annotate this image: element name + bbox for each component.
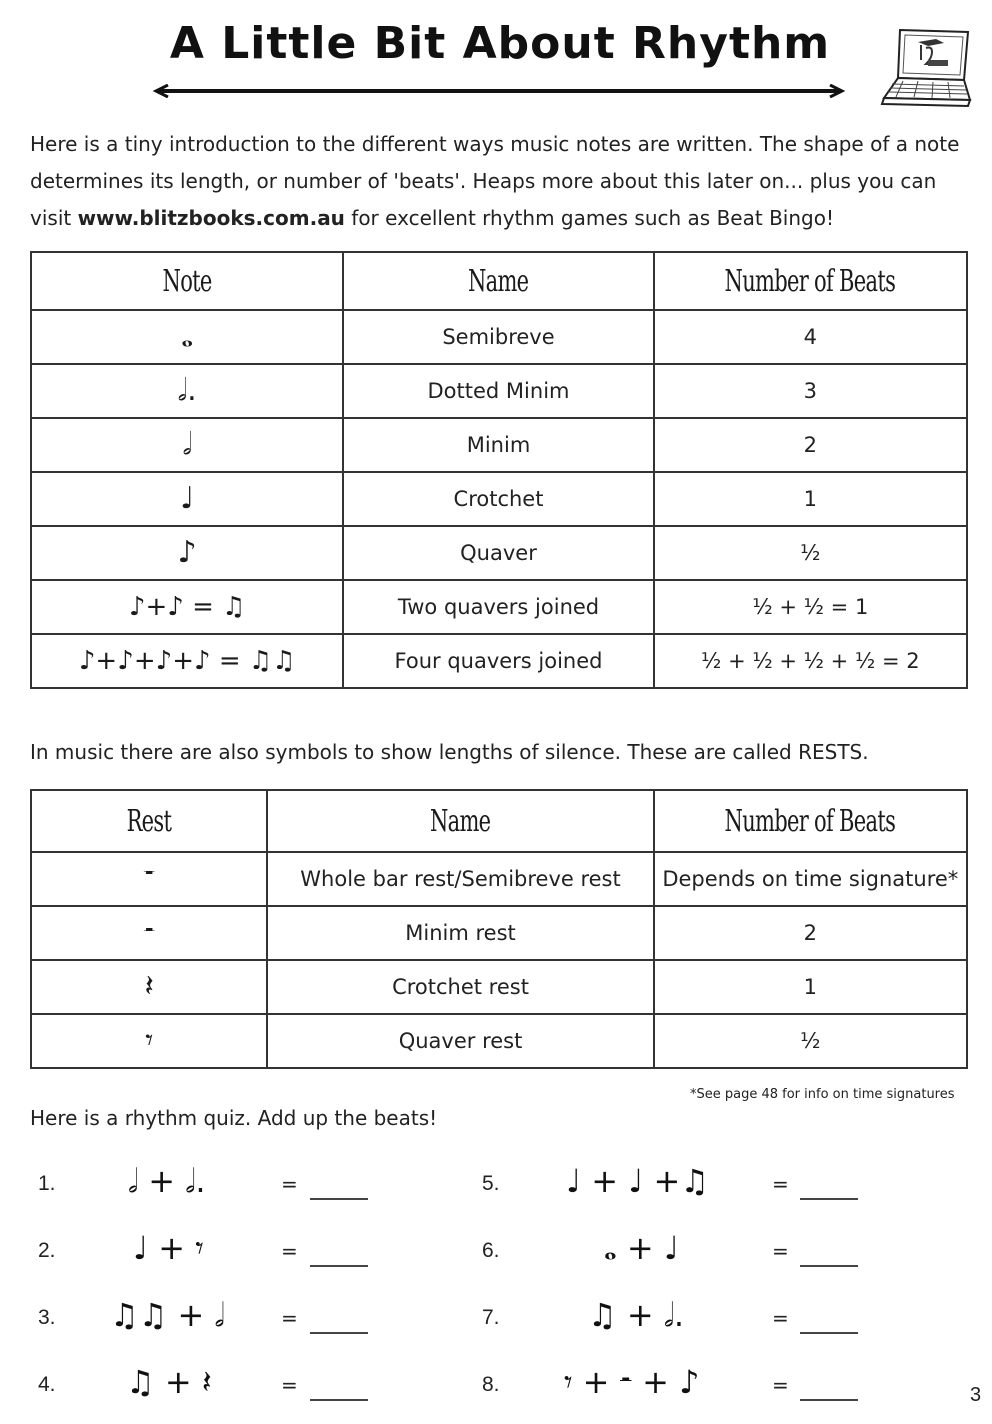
table-row (31, 906, 967, 960)
quiz-item-8 (482, 1363, 922, 1417)
rest-name: Crotchet rest (267, 960, 653, 1014)
footnote: *See page 48 for info on time signatures (690, 1087, 955, 1102)
notes-table-header (31, 252, 967, 310)
quiz-expression: 𝄾 + 𝄼 + ♪ (564, 1363, 700, 1401)
note-beats: ½ + ½ = 1 (654, 580, 967, 634)
note-beats: ½ (654, 526, 967, 580)
equals-sign: = (772, 1373, 789, 1397)
note-name: Four quavers joined (343, 634, 653, 688)
table-row (31, 472, 967, 526)
answer-blank[interactable] (800, 1198, 858, 1200)
answer-blank[interactable] (310, 1198, 368, 1200)
minim-note-icon: 𝅗𝅥 (31, 418, 343, 472)
header-beats: Number of Beats (654, 252, 967, 310)
table-row (31, 310, 967, 364)
crotchet-note-icon: ♩ (31, 472, 343, 526)
quiz-expression: ♩ + ♩ +♫ (566, 1162, 710, 1200)
minim-rest-icon: 𝄼 (31, 906, 267, 960)
rest-name: Quaver rest (267, 1014, 653, 1068)
quiz-item-3 (38, 1296, 478, 1350)
rest-name: Minim rest (267, 906, 653, 960)
quiz-number: 3. (38, 1306, 56, 1329)
note-name: Semibreve (343, 310, 653, 364)
notes-table (30, 251, 968, 689)
rest-name: Whole bar rest/Semibreve rest (267, 852, 653, 906)
quiz-number: 5. (482, 1172, 500, 1195)
rest-beats: 1 (654, 960, 967, 1014)
header-rest: Rest (31, 790, 267, 852)
answer-blank[interactable] (800, 1265, 858, 1267)
answer-blank[interactable] (800, 1332, 858, 1334)
quaver-rest-icon: 𝄾 (31, 1014, 267, 1068)
intro-text: Here is a tiny introduction to the different ways music notes are written. The shape of a note determines its length, or number of 'beats'. Heaps more about this later on... plus you can visit (30, 132, 960, 230)
note-beats: 1 (654, 472, 967, 526)
intro-paragraph (30, 126, 970, 237)
equals-sign: = (772, 1172, 789, 1196)
table-row (31, 364, 967, 418)
table-row (31, 580, 967, 634)
four-quavers-joined-icon: ♪+♪+♪+♪ = ♫♫ (31, 634, 343, 688)
quiz-expression: 𝅝 + ♩ (604, 1229, 679, 1267)
quiz-item-1 (38, 1162, 478, 1216)
rest-beats: Depends on time signature* (654, 852, 967, 906)
table-row (31, 1014, 967, 1068)
website-link[interactable]: www.blitzbooks.com.au (77, 206, 345, 230)
rests-table (30, 789, 968, 1069)
quiz-item-4 (38, 1363, 478, 1417)
equals-sign: = (281, 1306, 298, 1330)
semibreve-note-icon: 𝅝 (31, 310, 343, 364)
table-row (31, 526, 967, 580)
table-row (31, 852, 967, 906)
note-name: Minim (343, 418, 653, 472)
equals-sign: = (772, 1239, 789, 1263)
quiz-number: 4. (38, 1373, 56, 1396)
double-arrow-divider (152, 84, 846, 98)
header-name: Name (343, 252, 653, 310)
quiz-expression: ♫ + 𝄽 (126, 1363, 212, 1401)
dotted-minim-note-icon: 𝅗𝅥. (31, 364, 343, 418)
quiz-number: 8. (482, 1373, 500, 1396)
quiz-intro: Here is a rhythm quiz. Add up the beats! (30, 1106, 438, 1130)
quiz-item-2 (38, 1229, 478, 1283)
note-beats: 2 (654, 418, 967, 472)
equals-sign: = (281, 1172, 298, 1196)
table-row (31, 418, 967, 472)
intro-text-end: for excellent rhythm games such as Beat Bingo! (344, 206, 834, 230)
quiz-expression: 𝅗𝅥 + 𝅗𝅥. (128, 1162, 206, 1200)
laptop-icon (878, 26, 972, 110)
page-number: 3 (970, 1384, 982, 1406)
table-row (31, 634, 967, 688)
answer-blank[interactable] (800, 1399, 858, 1401)
note-name: Quaver (343, 526, 653, 580)
header-beats: Number of Beats (654, 790, 967, 852)
header-note: Note (31, 252, 343, 310)
note-beats: 4 (654, 310, 967, 364)
quiz-item-6 (482, 1229, 922, 1283)
two-quavers-joined-icon: ♪+♪ = ♫ (31, 580, 343, 634)
rests-table-header (31, 790, 967, 852)
quaver-note-icon: ♪ (31, 526, 343, 580)
quiz-item-5 (482, 1162, 922, 1216)
answer-blank[interactable] (310, 1332, 368, 1334)
note-name: Dotted Minim (343, 364, 653, 418)
note-beats: 3 (654, 364, 967, 418)
equals-sign: = (772, 1306, 789, 1330)
quiz-number: 7. (482, 1306, 500, 1329)
rests-intro: In music there are also symbols to show lengths of silence. These are called RESTS. (30, 740, 869, 764)
equals-sign: = (281, 1373, 298, 1397)
equals-sign: = (281, 1239, 298, 1263)
quiz-number: 1. (38, 1172, 56, 1195)
page-title: A Little Bit About Rhythm (169, 18, 831, 69)
quiz-number: 2. (38, 1239, 56, 1262)
note-name: Two quavers joined (343, 580, 653, 634)
answer-blank[interactable] (310, 1265, 368, 1267)
rest-beats: 2 (654, 906, 967, 960)
rest-beats: ½ (654, 1014, 967, 1068)
crotchet-rest-icon: 𝄽 (31, 960, 267, 1014)
quiz-item-7 (482, 1296, 922, 1350)
whole-rest-icon: 𝄻 (31, 852, 267, 906)
quiz-number: 6. (482, 1239, 500, 1262)
quiz-expression: ♫ + 𝅗𝅥. (588, 1296, 685, 1334)
answer-blank[interactable] (310, 1399, 368, 1401)
note-beats: ½ + ½ + ½ + ½ = 2 (654, 634, 967, 688)
table-row (31, 960, 967, 1014)
header-name: Name (267, 790, 653, 852)
note-name: Crotchet (343, 472, 653, 526)
quiz-expression: ♩ + 𝄾 (133, 1229, 204, 1267)
quiz-expression: ♫♫ + 𝅗𝅥 (110, 1296, 225, 1334)
